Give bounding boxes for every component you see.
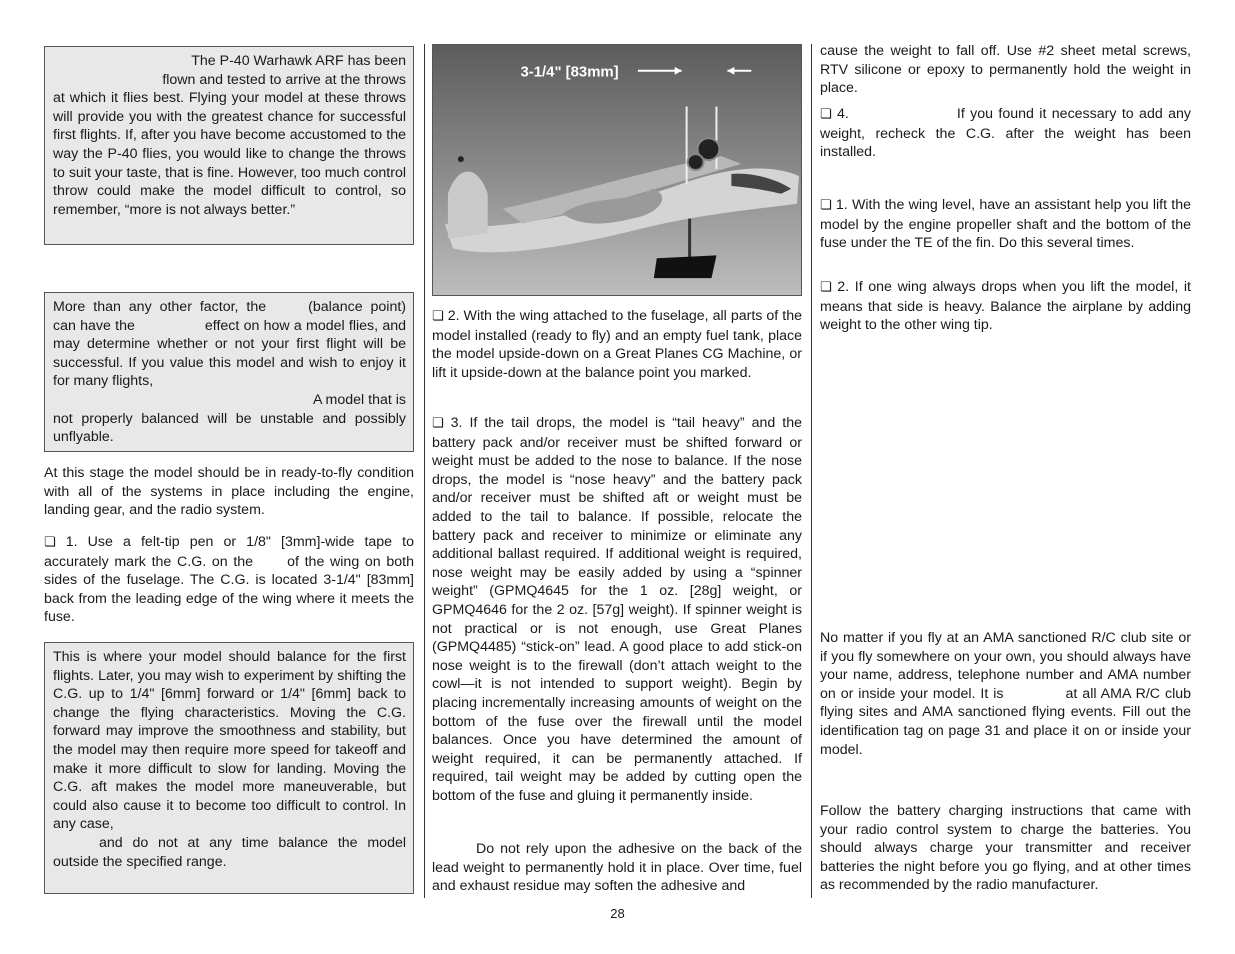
cg-photo <box>432 44 802 296</box>
cg-step-1-text-a: 1. Use a felt-tip pen or 1/8" [3mm]-wide tape to accurately mark the C.G. on the <box>44 534 414 570</box>
identification-text-b: at all AMA R/C club flying sites and AMA sanctioned flying events. Fill out the identification tag on page 31 and place it on or inside your model. <box>820 685 1191 758</box>
lateral-balance-step-2-text: 2. If one wing always drops when you lift the model, it means that side is heavy. Balance the airplane by adding weight to the other wing tip. <box>820 279 1191 334</box>
identification-paragraph <box>820 629 1191 759</box>
throws-note-box <box>44 46 414 245</box>
balance-warning-text-2: (balance point) <box>308 299 406 315</box>
cg-step-3-text: 3. If the tail drops, the model is “tail heavy” and the battery pack and/or receiver must be shifted forward or weight must be added to the nose to balance. If the nose drops, the model is “nose heavy” and the battery pack and/or receiver must be shifted aft or weight must be added to the tail to balance. If possible, relocate the battery pack and receiver to minimize or eliminate any additional ballast required. If additional weight is required, nose weight may be easily added by using a “spinner weight” (GPMQ4645 for the 1 oz. [28g] weight, or GPMQ4646 for the 2 oz. [57g] weight). If spinner weight is not practical or is not enough, use Great Planes (GPMQ4485) “stick-on” lead. A good place to add stick-on nose weight is to the firewall (don’t attach weight to the cowl—it is not intended to support weight). Begin by placing incrementally increasing amounts of weight on the bottom of the fuse over the firewall until the model balances. Once you have determined the amount of weight required, it can be permanently attached. If required, tail weight may be added by cutting open the bottom of the fuse and gluing it permanently inside. <box>432 415 802 804</box>
lateral-balance-step-2 <box>820 278 1191 335</box>
cg-step-2 <box>432 307 802 382</box>
lateral-balance-step-1-text: 1. With the wing level, have an assistant help you lift the model by the engine propeller shaft and the bottom of the fuse under the TE of the fin. Do this several times. <box>820 197 1191 252</box>
cg-step-3 <box>432 414 802 805</box>
balance-warning-text-6: not properly balanced will be unstable and possibly unflyable. <box>53 410 406 446</box>
cg-range-note-main: This is where your model should balance for the first flights. Later, you may wish to experiment by shifting the C.G. up to 1/4" [6mm] forward or 1/4" [6mm] back to change the flying characteristics. Moving the C.G. forward may improve the smoothness and stability, but the model may then require more speed for takeoff and make it more difficult to slow for landing. Moving the C.G. aft makes the model more maneuverable, but could also cause it to become too difficult to control. In any case, <box>53 649 406 833</box>
cg-range-note-box <box>44 642 414 894</box>
checkbox-icon[interactable]: ❏ <box>820 198 832 213</box>
checkbox-icon[interactable]: ❏ <box>44 535 56 550</box>
balance-warning-text-3: can have the <box>53 317 135 334</box>
cg-step-1 <box>44 533 414 627</box>
balance-warning-text-1: More than any other factor, the <box>53 299 267 315</box>
battery-charging-paragraph: Follow the battery charging instructions that came with your radio control system to charge the batteries. You should always charge your transmitter and receiver batteries the night before you go flying, and at other times as recommended by the radio manufacturer. <box>820 803 1191 894</box>
cg-step-4 <box>820 105 1191 162</box>
cg-step-1-text-b: of the wing on both sides of the fuselage. The C.G. is located 3-1/4" [83mm] back from the leading edge of the wing where it meets the fuse. <box>44 553 414 626</box>
balance-warning-text-4: effect on how a model flies, and may determine whether or not your first flight will be successful. If you value this model and wish to enjoy it for many flights, <box>53 317 407 390</box>
ready-to-fly-paragraph: At this stage the model should be in ready-to-fly condition with all of the systems in place including the engine, landing gear, and the radio system. <box>44 465 414 519</box>
throws-note-body: at which it flies best. Flying your model at these throws will provide you with the greatest chance for successful first flights. If, after you have become accustomed to the way the P-40 flies, you would like to change the throws to suit your taste, that is fine. However, too much control throw could make the model difficult to control, so remember, “more is not always better.” <box>53 90 406 218</box>
checkbox-icon[interactable]: ❏ <box>432 309 444 324</box>
throws-note-line1: The P-40 Warhawk ARF has been <box>191 53 406 69</box>
balance-stand <box>654 255 717 278</box>
checkbox-icon[interactable]: ❏ <box>820 107 832 122</box>
cg-step-4-text: If you found it necessary to add any weight, recheck the C.G. after the weight has been installed. <box>820 106 1191 161</box>
cg-dimension-label: 3-1/4" [83mm] <box>520 64 619 81</box>
throws-note-line2: flown and tested to arrive at the throws <box>162 71 406 88</box>
column-divider-left <box>424 44 425 898</box>
checkbox-icon[interactable]: ❏ <box>432 416 444 431</box>
column-divider-right <box>811 44 812 898</box>
identification-text-a: No matter if you fly at an AMA sanctioned R/C club site or if you fly somewhere on your own, you should always have your name, address, telephone number and AMA number on or inside your model. It is <box>820 630 1191 702</box>
cg-range-note-tail: and do not at any time balance the model outside the specified range. <box>53 834 406 870</box>
balance-warning-text-5: A model that is <box>312 391 406 408</box>
checkbox-icon[interactable]: ❏ <box>820 280 832 295</box>
weight-fastening-paragraph: cause the weight to fall off. Use #2 sheet metal screws, RTV silicone or epoxy to permanently hold the weight in place. <box>820 43 1191 97</box>
lateral-balance-step-1 <box>820 196 1191 253</box>
cg-step-2-text: 2. With the wing attached to the fuselage, all parts of the model installed (ready to fly) and an empty fuel tank, place the model upside-down on a Great Planes CG Machine, or lift it upside-down at the balance point you marked. <box>432 308 802 381</box>
adhesive-note: Do not rely upon the adhesive on the back of the lead weight to permanently hold it in place. Over time, fuel and exhaust residue may soften the adhesive and <box>432 841 802 895</box>
vertical-fin <box>448 171 488 238</box>
page-number: 28 <box>610 906 625 921</box>
balance-warning-box <box>44 292 414 452</box>
cg-step-4-number: 4. <box>837 106 849 122</box>
